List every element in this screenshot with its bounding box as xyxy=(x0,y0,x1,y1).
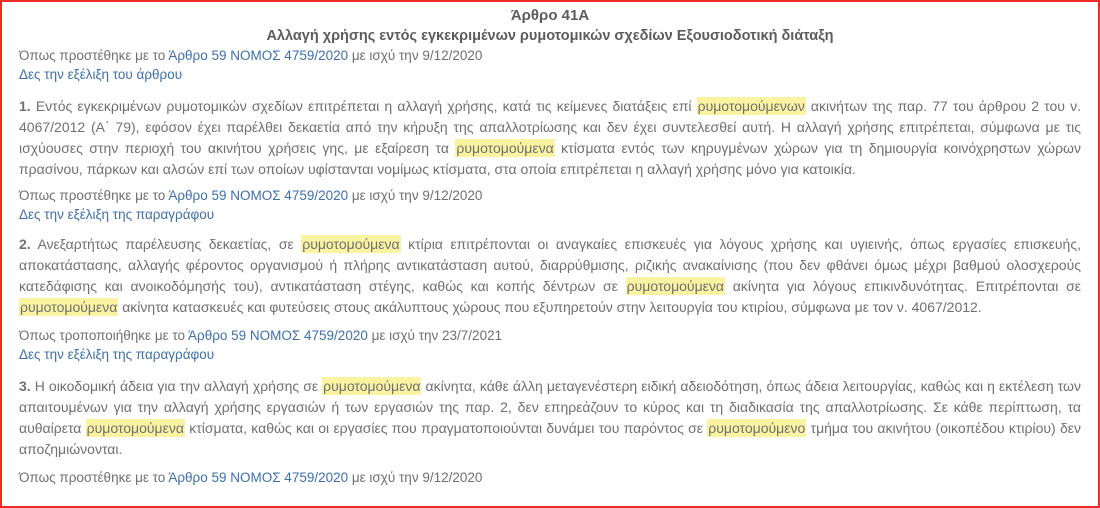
amendment-note-prefix: Όπως προστέθηκε με το xyxy=(19,48,169,63)
law-link[interactable]: Άρθρο 59 ΝΟΜΟΣ 4759/2020 xyxy=(168,470,349,485)
paragraph-text: κτίρια επιτρέπονται οι αναγκαίες επισκευές για λόγους χρήσης και υγιεινής, όπως εργασίες επισκευής, αποκατάστασης, αλλαγής φέροντος οργανισμού ή πλήρης αντικατάσταση αυτού, διαρρύθμισης, ριζικής ανακαίνισης (που δεν φθάνει όμως μέχρι βαθμού ολοσχερούς κατεδάφισης και ανοικοδόμησής του), αντικατάσταση στέγης, καθώς και κοπής δέντρων σε xyxy=(19,236,1081,294)
paragraph-2 xyxy=(19,234,1081,318)
amendment-note xyxy=(19,326,1081,345)
paragraph-text: ακίνητα για λόγους επικινδυνότητας. Επιτρέπονται σε xyxy=(724,278,1081,294)
paragraph-text: τμήμα του ακινήτου (οικοπέδου κτιρίου) δεν αποζημιώνονται. xyxy=(19,420,1081,457)
paragraph-text: Η οικοδομική άδεια για την αλλαγή χρήσης σε xyxy=(30,378,323,394)
amendment-note-suffix: με ισχύ την 9/12/2020 xyxy=(348,188,483,203)
article-subtitle: Αλλαγή χρήσης εντός εγκεκριμένων ρυμοτομικών σχεδίων Εξουσιοδοτική διάταξη xyxy=(266,28,834,44)
evolution-link-row xyxy=(19,65,1081,84)
amendment-note xyxy=(19,46,1081,65)
paragraph-3 xyxy=(19,376,1081,460)
amendment-note xyxy=(19,468,1081,487)
paragraph-text: ακίνητα, κάθε άλλη μεταγενέστερη ειδική αδειοδότηση, όπως άδεια λειτουργίας, καθώς και η εκτέλεση των απαιτουμένων για την αλλαγή χρήσης εργασιών ή των εργασιών της παρ. 2, δεν επηρεάζουν το κύρος και τη διαδικασία της απαλλοτρίωσης. Σε κάθε περίπτωση, τα αυθαίρετα xyxy=(19,378,1081,436)
amendment-note-prefix: Όπως τροποποιήθηκε με το xyxy=(19,328,189,343)
paragraph-text: ακίνητα κατασκευές και φυτεύσεις στους ακάλυπτους χώρους που εξυπηρετούν στην λειτουργία του κτιρίου, σύμφωνα με τον ν. 4067/2012. xyxy=(118,299,982,315)
amendment-note-prefix: Όπως προστέθηκε με το xyxy=(19,470,169,485)
highlighted-term: ρυμοτομούμενα xyxy=(302,236,400,252)
paragraph-evolution-link[interactable]: Δες την εξέλιξη της παραγράφου xyxy=(19,347,215,362)
paragraph-number: 2. xyxy=(19,236,31,252)
paragraph-text: κτίσματα εντός των κηρυγμένων χώρων για τη δημιουργία κοινόχρηστων χώρων πρασίνου, πάρκων και αλσών επί των οποίων υφίστανται νομίμως κτίσματα, στα οποία επιτρέπεται η αλλαγή χρήσης μόνο για κατοικία. xyxy=(19,140,1081,177)
paragraph-text: ακινήτων της παρ. 77 του άρθρου 2 του ν. 4067/2012 (Α΄ 79), εφόσον έχει παρέλθει δεκαετία από την κήρυξη της απαλλοτρίωσης και δεν έχει συντελεσθεί αυτή. Η αλλαγή χρήσης επιτρέπεται, σύμφωνα με τις ισχύουσες στην περιοχή του ακινήτου χρήσεις γης, με εξαίρεση τα xyxy=(19,98,1081,156)
article-evolution-link[interactable]: Δες την εξέλιξη του άρθρου xyxy=(19,67,183,82)
paragraph-1 xyxy=(19,96,1081,180)
law-link[interactable]: Άρθρο 59 ΝΟΜΟΣ 4759/2020 xyxy=(168,48,349,63)
amendment-note-suffix: με ισχύ την 9/12/2020 xyxy=(348,470,483,485)
evolution-link-row xyxy=(19,345,1081,364)
law-link[interactable]: Άρθρο 59 ΝΟΜΟΣ 4759/2020 xyxy=(168,188,349,203)
paragraph-text: Εντός εγκεκριμένων ρυμοτομικών σχεδίων επιτρέπεται η αλλαγή χρήσης, κατά τις κείμενες διατάξεις επί xyxy=(30,98,697,114)
paragraph-text: Ανεξαρτήτως παρέλευσης δεκαετίας, σε xyxy=(30,236,302,252)
amendment-note-prefix: Όπως προστέθηκε με το xyxy=(19,188,169,203)
paragraph-text: κτίσματα, καθώς και οι εργασίες που πραγματοποιούνται δυνάμει του παρόντος σε xyxy=(184,420,708,436)
paragraph-evolution-link[interactable]: Δες την εξέλιξη της παραγράφου xyxy=(19,207,215,222)
highlighted-term: ρυμοτομούμενα xyxy=(20,299,118,315)
highlighted-term: ρυμοτομούμενα xyxy=(323,378,421,394)
paragraph-number: 1. xyxy=(19,98,31,114)
article-title: Άρθρο 41Α xyxy=(510,7,590,24)
highlighted-term: ρυμοτομούμενα xyxy=(626,278,724,294)
paragraph-number: 3. xyxy=(19,378,31,394)
highlighted-term: ρυμοτομούμενα xyxy=(456,140,554,156)
highlighted-term: ρυμοτομούμενα xyxy=(86,420,184,436)
highlighted-term: ρυμοτομούμενων xyxy=(697,98,805,114)
amendment-note-suffix: με ισχύ την 23/7/2021 xyxy=(367,328,503,343)
amendment-note-suffix: με ισχύ την 9/12/2020 xyxy=(348,48,483,63)
law-link[interactable]: Άρθρο 59 ΝΟΜΟΣ 4759/2020 xyxy=(188,328,368,343)
amendment-note xyxy=(19,186,1081,205)
highlighted-term: ρυμοτομούμενο xyxy=(708,420,806,436)
evolution-link-row xyxy=(19,205,1081,224)
